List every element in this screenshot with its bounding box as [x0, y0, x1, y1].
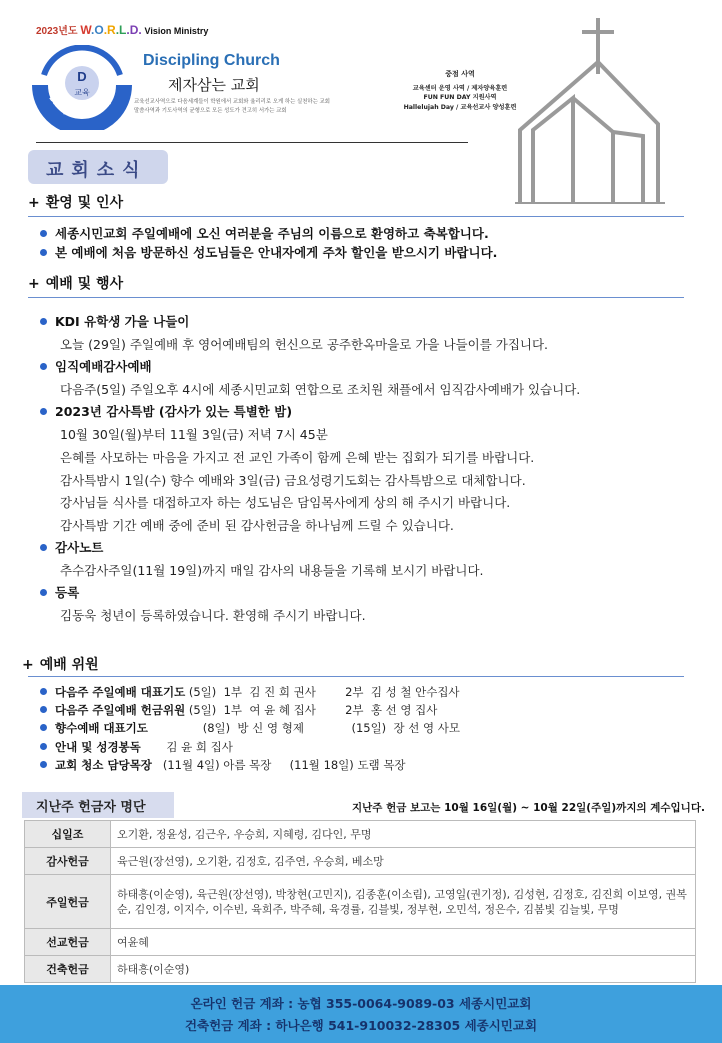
donor-table: [24, 820, 696, 983]
donor-names: 여윤혜: [111, 929, 696, 956]
usher-row: 향수예배 대표기도 (8일) 방 신 영 형제 (15일) 장 선 영 사모: [40, 720, 460, 736]
church-name-kor: 제자삼는 교회: [168, 76, 260, 94]
bullet-icon: [40, 318, 47, 325]
bullet-icon: [40, 706, 47, 713]
event-line: 김동욱 청년이 등록하였습니다. 환영해 주시기 바랍니다.: [60, 608, 366, 623]
table-row: [25, 956, 696, 983]
svg-text:교육: 교육: [74, 88, 90, 97]
donor-names: 하태흥(이순영), 육근원(장선영), 박창현(고민지), 김종훈(이소림), 고영일(권기정), 김성현, 김정호, 김진희 이보영, 권복순, 김인경, 이지수, 이수빈, 육희주, 박주혜, 육경률, 김블빛, 정부현, 오민석, 정은수, 김봄빛 김늘빛, 무명: [111, 875, 696, 929]
focus-line: Hallelujah Day / 교육선교사 양성훈련: [403, 103, 517, 111]
section-divider: [28, 216, 684, 217]
church-logo: [32, 45, 132, 130]
event-title: 임직예배감사예배: [40, 357, 152, 375]
bullet-icon: [40, 743, 47, 750]
bullet-icon: [40, 408, 47, 415]
usher-row: 안내 및 성경봉독 김 윤 희 집사: [40, 739, 233, 755]
event-line: 감사특밤시 1일(수) 향수 예배와 3일(금) 금요성령기도회는 감사특밤으로 대체합니다.: [60, 473, 526, 488]
focus-line: FUN FUN DAY 지원사역: [423, 94, 497, 101]
focus-ministry: [395, 70, 525, 112]
year-label: 2023년도: [36, 26, 78, 37]
event-line: 오늘 (29일) 주일예배 후 영어예배팀의 헌신으로 공주한옥마을로 가을 나들이를 가집니다.: [60, 337, 549, 352]
event-title: 2023년 감사특밤 (감사가 있는 특별한 밤): [40, 402, 292, 420]
section-events-heading: + 예배 및 행사: [28, 276, 124, 292]
bullet-icon: [40, 761, 47, 768]
building-account-line: 건축헌금 계좌 : 하나은행 541-910032-28305 세종시민교회: [184, 1018, 538, 1033]
donor-category: 감사헌금: [25, 848, 111, 875]
bullet-icon: [40, 724, 47, 731]
event-line: 강사님들 식사를 대접하고자 하는 성도님은 담임목사에게 상의 해 주시기 바랍니다.: [60, 495, 511, 510]
event-title: 등록: [40, 583, 79, 601]
focus-title: 중점 사역: [445, 70, 475, 78]
donor-category: 십일조: [25, 821, 111, 848]
welcome-item: 세종시민교회 주일예배에 오신 여러분을 주님의 이름으로 환영하고 축복합니다.: [40, 224, 489, 242]
donor-names: 하태흥(이순영): [111, 956, 696, 983]
bullet-icon: [40, 688, 47, 695]
event-line: 감사특밤 기간 예배 중에 준비 된 감사헌금을 하나님께 드릴 수 있습니다.: [60, 518, 454, 533]
donor-category: 선교헌금: [25, 929, 111, 956]
donor-names: 오기환, 정윤성, 김근우, 우승희, 지혜령, 김다인, 무명: [111, 821, 696, 848]
section-ushers-heading: + 예배 위원: [22, 657, 99, 673]
church-description-2: 말씀사역과 기도사역의 균형으로 모든 성도가 견고히 서가는 교회: [134, 108, 287, 114]
ministry-label: Vision Ministry: [144, 26, 209, 36]
usher-row: 교회 청소 담당목장 (11월 4일) 아름 목장 (11월 18일) 도램 목장: [40, 757, 406, 773]
world-logo-text: W.O.R.L.D.: [80, 23, 142, 37]
church-name-en: Discipling Church: [143, 52, 280, 69]
section-welcome-heading: + 환영 및 인사: [28, 195, 124, 211]
church-building-icon: [515, 18, 665, 204]
table-row: [25, 929, 696, 956]
section-divider: [28, 297, 684, 298]
church-description-1: 교육선교사역으로 다음세계들이 학원에서 교회와 율리리로 오게 하는 실천하는 교회: [134, 99, 330, 105]
bullet-icon: [40, 249, 47, 256]
donor-report-note: 지난주 헌금 보고는 10월 16일(월) ~ 10월 22일(주일)까지의 계수입니다.: [352, 802, 705, 814]
bullet-icon: [40, 544, 47, 551]
online-account-line: 온라인 헌금 계좌 : 농협 355-0064-9089-03 세종시민교회: [190, 996, 532, 1011]
section-divider: [28, 676, 684, 677]
welcome-item: 본 예배에 처음 방문하신 성도님들은 안내자에게 주차 할인을 받으시기 바랍니다.: [40, 243, 497, 261]
svg-text:D: D: [77, 69, 87, 84]
table-row: [25, 848, 696, 875]
table-row: [25, 821, 696, 848]
church-news-title: 교회소식: [46, 160, 148, 181]
table-row: [25, 875, 696, 929]
bullet-icon: [40, 363, 47, 370]
bullet-icon: [40, 230, 47, 237]
event-title: KDI 유학생 가을 나들이: [40, 312, 189, 330]
event-title: 감사노트: [40, 538, 103, 556]
header-year-line: [36, 22, 208, 37]
usher-row: 다음주 주일예배 헌금위원 (5일) 1부 여 윤 혜 집사 2부 홍 선 영 집사: [40, 702, 437, 718]
donor-category: 건축헌금: [25, 956, 111, 983]
donor-category: 주일헌금: [25, 875, 111, 929]
bullet-icon: [40, 589, 47, 596]
usher-row: 다음주 주일예배 대표기도 (5일) 1부 김 진 희 권사 2부 김 성 철 안수집사: [40, 684, 460, 700]
event-line: 다음주(5일) 주일오후 4시에 세종시민교회 연합으로 조치원 채플에서 임직감사예배가 있습니다.: [60, 382, 581, 397]
event-line: 추수감사주일(11월 19일)까지 매일 감사의 내용들을 기록해 보시기 바랍니다.: [60, 563, 484, 578]
event-line: 10월 30일(월)부터 11월 3일(금) 저녁 7시 45분: [60, 427, 328, 442]
donor-names: 육근원(장선영), 오기환, 김정호, 김주연, 우승희, 베소망: [111, 848, 696, 875]
svg-text:Discipling Church: Discipling Church: [47, 93, 113, 119]
event-line: 은혜를 사모하는 마음을 가지고 전 교인 가족이 함께 은혜 받는 집회가 되기를 바랍니다.: [60, 450, 535, 465]
focus-line: 교육센터 운영 사역 / 제자양육훈련: [412, 84, 508, 92]
header-divider: [36, 142, 468, 143]
donor-list-title: 지난주 헌금자 명단: [36, 800, 146, 815]
